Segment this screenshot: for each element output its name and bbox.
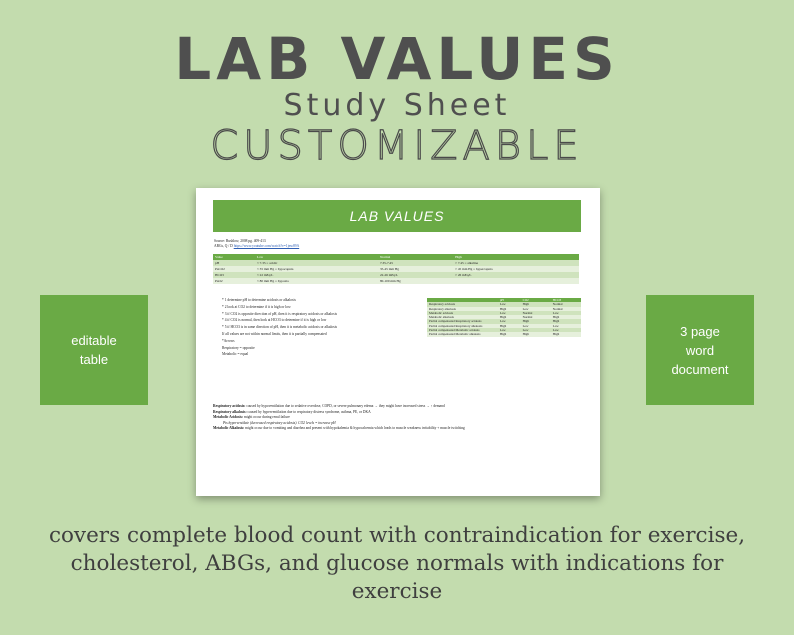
note-line: Respiratory = opposite: [222, 345, 255, 350]
table-cell: Low: [551, 324, 581, 328]
source-link-line: [214, 244, 299, 249]
source-link[interactable]: https://www.youtube.com/watch?v=1jnw89A: [233, 244, 300, 248]
table-cell: 35-45 mm Hg: [378, 266, 453, 272]
table-cell: > 26 mEq/L: [453, 272, 579, 278]
table-cell: Normal: [551, 302, 581, 306]
table-cell: High: [551, 315, 581, 319]
sheet-banner: LAB VALUES: [213, 200, 581, 232]
badge-line: table: [79, 352, 109, 367]
note-line: *Arrows: [222, 338, 235, 343]
document-preview: [196, 188, 600, 496]
abg-values-table: [213, 254, 579, 284]
table-cell: Partial compensated Metabolic acidosis: [427, 328, 498, 332]
table-cell: > 45 mm Hg = hypercapnia: [453, 266, 579, 272]
table-cell: Partial compensated Respiratory acidosis: [427, 319, 498, 323]
definition-line: [213, 426, 465, 432]
table-cell: High: [521, 319, 551, 323]
table-cell: Low: [498, 302, 521, 306]
table-cell: Partial compensated Respiratory alkalosis: [427, 324, 498, 328]
note-line: Metabolic = equal: [222, 352, 249, 357]
table-cell: HCO3: [213, 272, 255, 278]
definition-text: caused by hypoventilation due to sedative overdose, COPD, or severe pulmonary edema → they might have increased stress → ↑ demand: [246, 404, 445, 408]
table-header-cell: HCO3: [551, 298, 581, 302]
table-cell: High: [551, 332, 581, 336]
definitions: [213, 404, 465, 432]
editable-table-badge: [40, 295, 148, 405]
table-cell: Low: [521, 307, 551, 311]
definition-term: Respiratory alkalosis:: [213, 409, 248, 414]
table-cell: Normal: [551, 307, 581, 311]
table-header-cell: High: [453, 254, 579, 260]
table-cell: Respiratory acidosis: [427, 302, 498, 306]
definition-term: Metabolic Alkalosis:: [213, 426, 246, 431]
table-header-cell: pH: [498, 298, 521, 302]
table-cell: Metabolic alkalosis: [427, 315, 498, 319]
table-cell: High: [521, 302, 551, 306]
table-header-cell: Value: [213, 254, 255, 260]
table-cell: Normal: [521, 315, 551, 319]
note-line: If all values are not within normal limits, then it is partially compensated: [222, 331, 327, 336]
table-cell: > 7.45 = alkaline: [453, 260, 579, 266]
definition-text: might occur during renal failure: [243, 415, 290, 420]
table-cell: Respiratory alkalosis: [427, 307, 498, 311]
table-row: [427, 302, 581, 306]
definition-term: Respiratory acidosis:: [213, 404, 247, 408]
table-cell: 7.35-7.45: [378, 260, 453, 266]
table-header-cell: Low: [255, 254, 378, 260]
table-cell: High: [498, 315, 521, 319]
table-header-cell: Normal: [378, 254, 453, 260]
table-cell: Partial compensated Metabolic alkalosis: [427, 332, 498, 336]
note-line: * 4 if CO2 is normal, then look at HCO3 to determine if it is high or low: [222, 318, 327, 323]
table-cell: < 22 mEq/L: [255, 272, 378, 278]
interpretation-notes: [222, 297, 337, 358]
table-header-cell: CO2: [521, 298, 551, 302]
table-cell: Low: [521, 328, 551, 332]
badge-line: editable: [71, 333, 117, 348]
note-line: * 3 if CO2 is opposite direction of pH, then it is respiratory acidosis or alkalosis: [222, 311, 337, 316]
table-cell: < 80 mm Hg = hypoxia: [255, 278, 378, 284]
table-cell: High: [498, 324, 521, 328]
note-line: * 5 if HCO3 is in same direction of pH, then it is metabolic acidosis or alkalosis: [222, 325, 338, 330]
table-cell: Low: [521, 324, 551, 328]
page-count-badge: [646, 295, 754, 405]
table-cell: PaCO2: [213, 266, 255, 272]
table-cell: PaO2: [213, 278, 255, 284]
page-subtitle: Study Sheet: [283, 88, 511, 123]
page-title: LAB VALUES: [174, 25, 620, 93]
source-label: ABGs, Q / D: [214, 244, 233, 248]
note-line: * 1 determine pH to determine acidosis or alkalosis: [222, 298, 296, 302]
badge-line: 3 page: [680, 323, 720, 339]
definition-term: Metabolic Acidosis:: [213, 415, 244, 420]
note-line: * 2 look at CO2 to determine if it is high or low: [222, 304, 291, 309]
table-cell: [453, 278, 579, 284]
source-line: Source: Bushlow, 2008 pg. 409-413: [214, 239, 266, 243]
table-cell: Low: [498, 319, 521, 323]
acid-base-table: [427, 298, 581, 337]
table-cell: Metabolic acidosis: [427, 311, 498, 315]
tagline: CUSTOMIZABLE: [210, 123, 584, 169]
table-cell: Low: [551, 328, 581, 332]
definition-text: caused by hyperventilation due to respiratory distress syndrome, asthma, PE, or DKA: [247, 409, 371, 414]
table-cell: High: [498, 332, 521, 336]
product-description: covers complete blood count with contraindication for exercise, cholesterol, ABGs, and glucose normals with indications for exercise: [48, 523, 746, 604]
definition-text: might occur due to vomiting and diarrhea and present with hypokalemia & hypocalcemia which leads to muscle weakness irritability + muscle twitching: [245, 426, 465, 431]
badge-line: document: [671, 361, 729, 377]
table-cell: pH: [213, 260, 255, 266]
table-cell: 80-100 mm Hg: [378, 278, 453, 284]
table-cell: < 35 mm Hg = hypocapnia: [255, 266, 378, 272]
table-cell: 22-26 mEq/L: [378, 272, 453, 278]
table-cell: < 7.35 = acidic: [255, 260, 378, 266]
table-cell: Low: [498, 328, 521, 332]
table-row: [213, 278, 579, 284]
table-row: [427, 332, 581, 336]
table-cell: Low: [551, 311, 581, 315]
badge-line: word: [685, 342, 715, 358]
table-cell: High: [521, 332, 551, 336]
table-cell: Low: [498, 311, 521, 315]
table-cell: High: [551, 319, 581, 323]
table-cell: Normal: [521, 311, 551, 315]
definition-text: Pts hyperventilate (decreased respiratory acidosis). CO2 levels = increase pH: [223, 420, 336, 425]
table-cell: High: [498, 307, 521, 311]
